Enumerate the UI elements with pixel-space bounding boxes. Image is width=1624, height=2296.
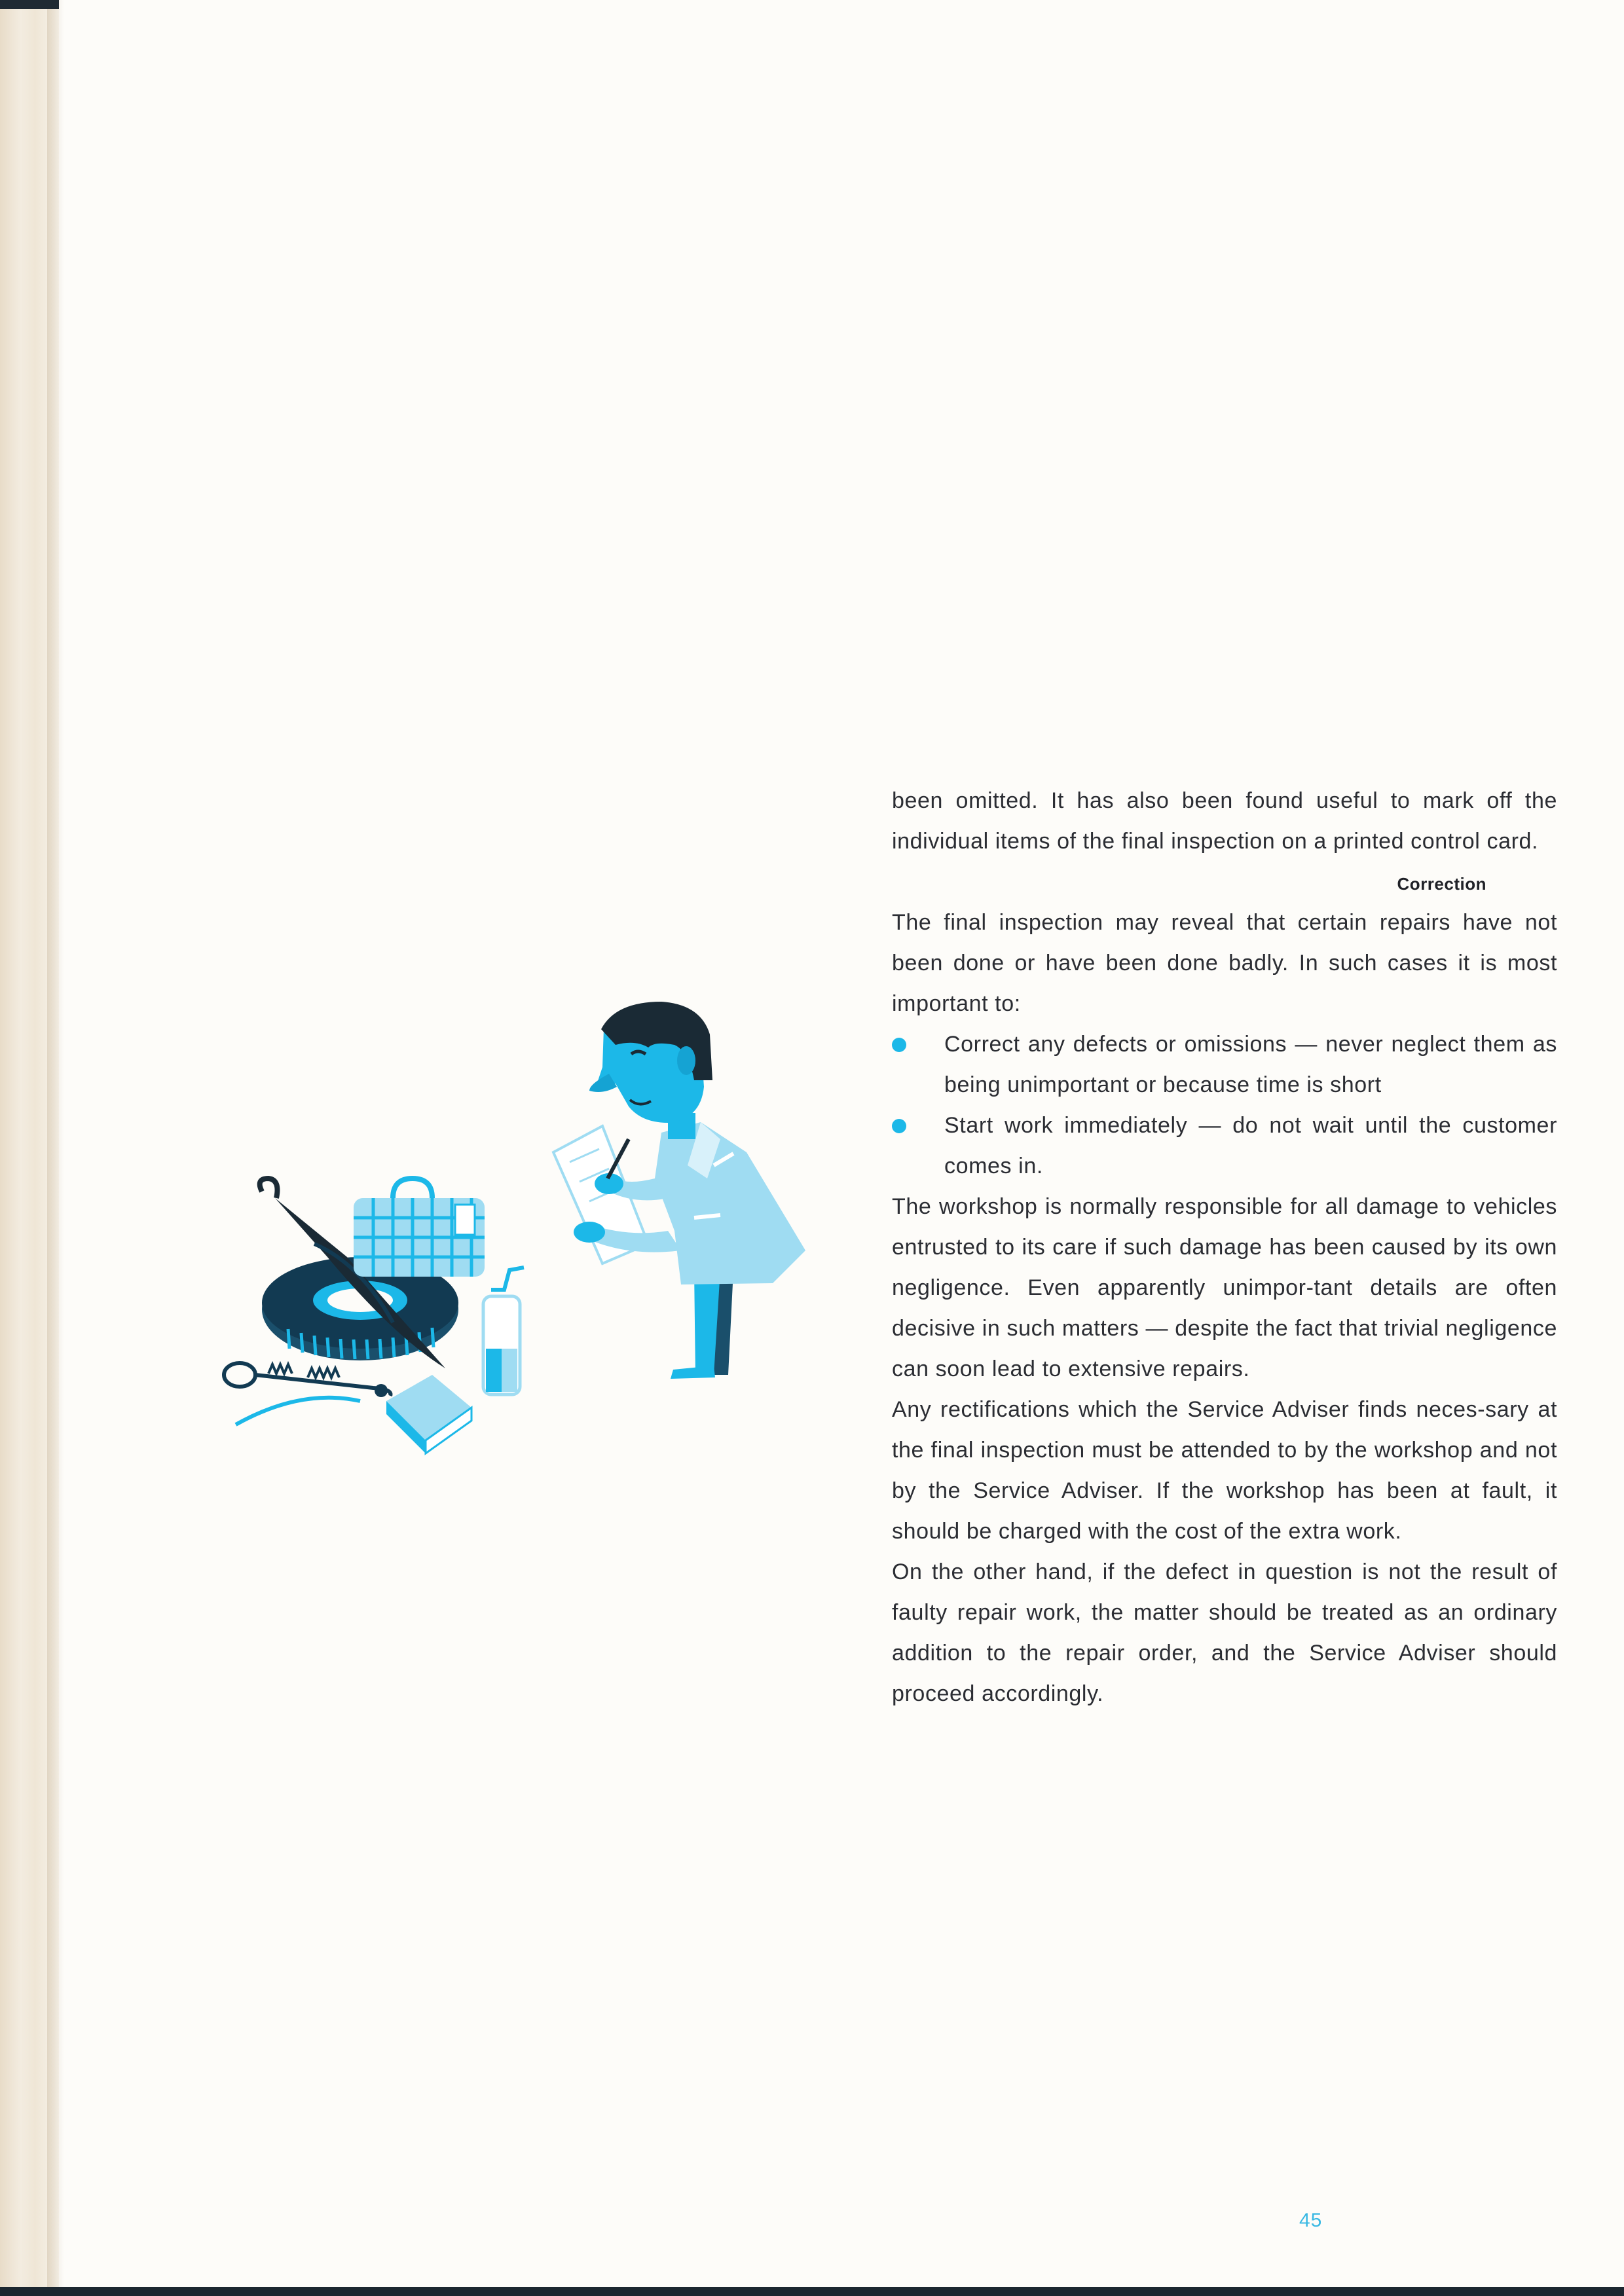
bullet-text: Correct any defects or omissions — never neglect them as being unimportant or because time is short bbox=[944, 1032, 1557, 1097]
cover-edge-top bbox=[0, 0, 59, 9]
text-column bbox=[892, 780, 1557, 1714]
section-heading: Correction bbox=[1397, 874, 1486, 894]
bullet-text: Start work immediately — do not wait until the customer comes in. bbox=[944, 1113, 1557, 1178]
bullet-dot-icon bbox=[892, 1038, 906, 1052]
bottle-icon bbox=[483, 1267, 524, 1394]
binding-shadow bbox=[47, 0, 64, 2296]
page-number: 45 bbox=[1299, 2210, 1323, 2231]
cover-edge-bottom bbox=[0, 2287, 1624, 2296]
service-adviser-illustration bbox=[196, 982, 825, 1480]
bullet-dot-icon bbox=[892, 1119, 906, 1133]
list-item bbox=[892, 1105, 1557, 1186]
man-figure bbox=[553, 1002, 805, 1379]
paragraph-correction: The final inspection may reveal that certain repairs have not been done or have been done badly. In such cases it is most important to: bbox=[892, 910, 1557, 1016]
paragraph-rectifications: Any rectifications which the Service Adviser finds neces-sary at the final inspection must be attended to by the workshop and not by the Service Adviser. If the workshop has been at fault, it should be charged with the cost of the extra work. bbox=[892, 1397, 1557, 1544]
book-icon bbox=[386, 1375, 471, 1453]
keys-icon bbox=[224, 1363, 390, 1425]
bullet-list bbox=[892, 1024, 1557, 1186]
paragraph-intro: been omitted. It has also been found useful to mark off the individual items of the final inspection on a printed control card. bbox=[892, 788, 1557, 854]
paragraph-responsibility: The workshop is normally responsible for all damage to vehicles entrusted to its care if such damage has been caused by its own negligence. Even apparently unimpor-tant details are often decisive in such matters — despite the fact that trivial negligence can soon lead to extensive repairs. bbox=[892, 1194, 1557, 1381]
suitcase-icon bbox=[354, 1178, 485, 1277]
list-item bbox=[892, 1024, 1557, 1105]
paragraph-other-hand: On the other hand, if the defect in question is not the result of faulty repair work, the matter should be treated as an ordinary addition to the repair order, and the Service Adviser should proceed accordingly. bbox=[892, 1559, 1557, 1706]
